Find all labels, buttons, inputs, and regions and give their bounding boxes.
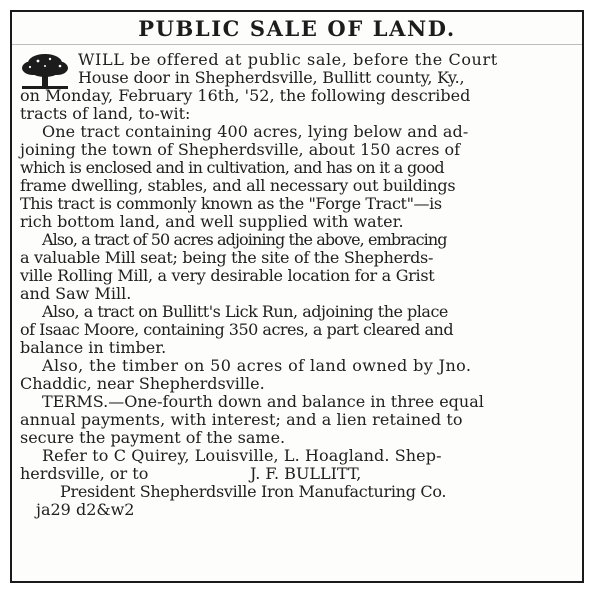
text-line: TERMS.—One-fourth down and balance in three equal bbox=[42, 392, 484, 411]
text-line: herdsville, or to J. F. BULLITT, bbox=[20, 464, 362, 483]
text-line: rich bottom land, and well supplied with water. bbox=[20, 212, 404, 231]
headline-divider bbox=[12, 44, 582, 45]
text-line: and Saw Mill. bbox=[20, 284, 132, 303]
text-line: joining the town of Shepherdsville, about 150 acres of bbox=[20, 140, 461, 159]
text-line: One tract containing 400 acres, lying below and ad- bbox=[42, 122, 469, 141]
text-line: secure the payment of the same. bbox=[20, 428, 286, 447]
text-line: balance in timber. bbox=[20, 338, 167, 357]
text-line: President Shepherdsville Iron Manufacturing Co. bbox=[60, 482, 447, 501]
text-line: Also, the timber on 50 acres of land owned by Jno. bbox=[42, 356, 472, 375]
text-line: This tract is commonly known as the "Forge Tract"—is bbox=[20, 194, 442, 213]
text-line: Also, a tract of 50 acres adjoining the above, embracing bbox=[42, 230, 447, 249]
text-line: WILL be offered at public sale, before the Court bbox=[78, 50, 498, 69]
newspaper-clipping bbox=[10, 10, 584, 583]
text-line: of Isaac Moore, containing 350 acres, a part cleared and bbox=[20, 320, 454, 339]
text-line: ville Rolling Mill, a very desirable location for a Grist bbox=[20, 266, 435, 285]
text-line: on Monday, February 16th, '52, the following described bbox=[20, 86, 471, 105]
text-line: a valuable Mill seat; being the site of the Shepherds- bbox=[20, 248, 434, 267]
text-line: Refer to C Quirey, Louisville, L. Hoagland. Shep- bbox=[42, 446, 442, 465]
text-line: Also, a tract on Bullitt's Lick Run, adjoining the place bbox=[42, 302, 448, 321]
text-line: ja29 d2&w2 bbox=[36, 500, 135, 519]
headline: PUBLIC SALE OF LAND. bbox=[138, 16, 456, 41]
text-line: House door in Shepherdsville, Bullitt county, Ky., bbox=[78, 68, 465, 87]
text-line: Chaddic, near Shepherdsville. bbox=[20, 374, 265, 393]
text-line: frame dwelling, stables, and all necessary out buildings bbox=[20, 176, 456, 195]
text-line: which is enclosed and in cultivation, and has on it a good bbox=[20, 158, 444, 177]
text-line: tracts of land, to-wit: bbox=[20, 104, 191, 123]
text-line: annual payments, with interest; and a lien retained to bbox=[20, 410, 463, 429]
